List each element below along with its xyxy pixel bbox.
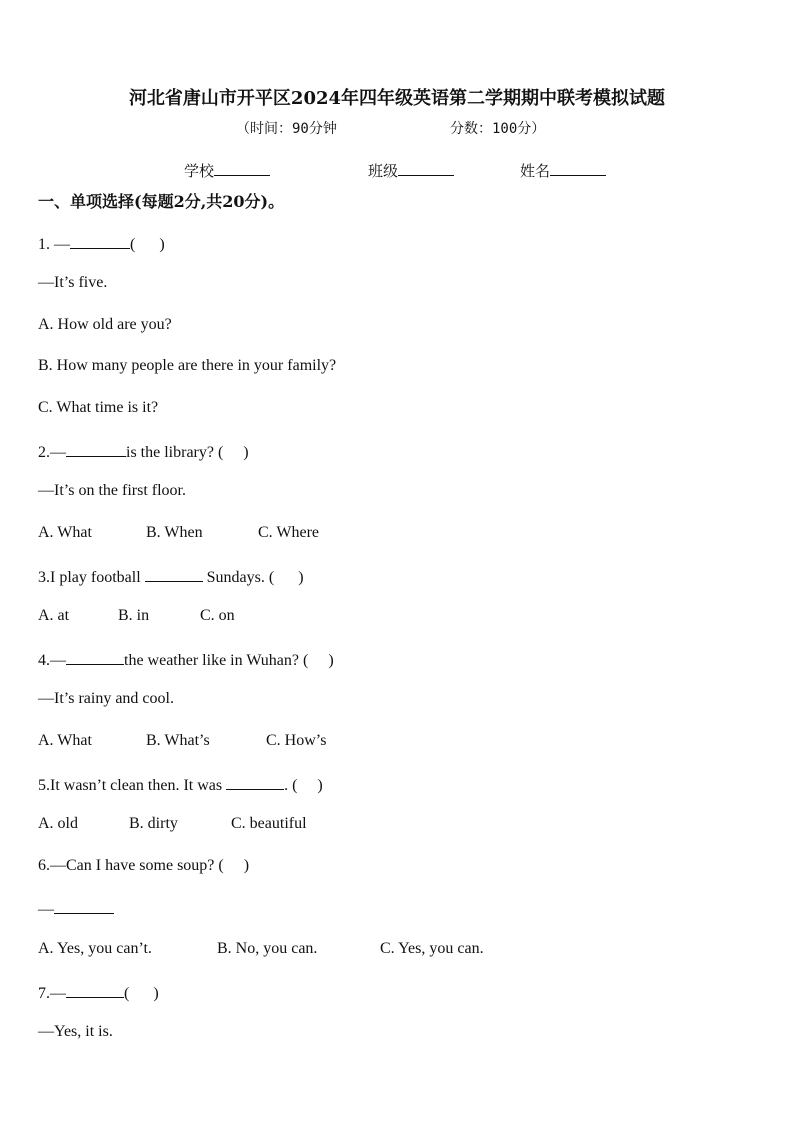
exam-time: （时间：90分钟 — [236, 121, 337, 137]
name-field[interactable] — [520, 160, 606, 181]
question-6-blank[interactable] — [54, 898, 114, 914]
question-5-blank[interactable] — [226, 774, 284, 790]
question-5-option-a: A. old — [38, 815, 78, 832]
question-7-bracket: ( ) — [124, 985, 159, 1002]
question-1-stem — [38, 233, 165, 254]
question-2-option-b: B. When — [146, 524, 203, 541]
question-4-options — [38, 732, 326, 750]
question-2-options — [38, 524, 319, 542]
question-5-option-b: B. dirty — [129, 815, 178, 832]
question-1-option-c: C. What time is it? — [38, 399, 159, 416]
question-7-text: 7.— — [38, 985, 66, 1002]
name-label: 姓名 — [520, 162, 551, 180]
question-6-options — [38, 940, 484, 958]
question-1-answer: —It’s five. — [38, 274, 108, 291]
question-7-stem — [38, 982, 159, 1003]
question-5-option-c: C. beautiful — [231, 815, 307, 832]
question-1-option-b: B. How many people are there in your family? — [38, 357, 337, 374]
question-3-stem — [38, 566, 304, 587]
question-2-answer: —It’s on the first floor. — [38, 482, 186, 499]
question-4-text: 4.— — [38, 652, 66, 669]
question-2-option-c: C. Where — [258, 524, 320, 541]
question-2-blank[interactable] — [66, 441, 126, 457]
question-4-answer: —It’s rainy and cool. — [38, 690, 174, 707]
question-2-stem — [38, 441, 249, 462]
question-7-answer: —Yes, it is. — [38, 1023, 113, 1040]
question-1-blank[interactable] — [70, 233, 130, 249]
school-label: 学校 — [184, 162, 215, 180]
question-1-option-a: A. How old are you? — [38, 316, 172, 333]
question-6-option-a: A. Yes, you can’t. — [38, 940, 152, 957]
question-4-option-a: A. What — [38, 732, 92, 749]
question-6-stem: 6.—Can I have some soup? ( ) — [38, 857, 250, 874]
question-3-options — [38, 607, 235, 625]
question-4-blank[interactable] — [66, 649, 124, 665]
question-3-option-b: B. in — [118, 607, 150, 624]
question-4-tail: the weather like in Wuhan? ( ) — [124, 652, 334, 669]
question-3-option-c: C. on — [200, 607, 235, 624]
page-title: 河北省唐山市开平区2024年四年级英语第二学期期中联考模拟试题 — [128, 88, 666, 109]
school-blank[interactable] — [214, 161, 270, 176]
school-field[interactable] — [184, 160, 270, 181]
question-3-blank[interactable] — [145, 566, 203, 582]
question-6-dash: — — [38, 901, 54, 918]
question-1-text: 1. — — [38, 236, 70, 253]
question-5-stem — [38, 774, 323, 795]
question-6-answer — [38, 898, 114, 919]
question-3-option-a: A. at — [38, 607, 70, 624]
question-3-tail: Sundays. ( ) — [202, 569, 304, 586]
question-5-tail: . ( ) — [284, 777, 323, 794]
question-2-tail: is the library? ( ) — [126, 444, 249, 461]
class-label: 班级 — [368, 162, 399, 180]
question-6-option-b: B. No, you can. — [217, 940, 318, 957]
question-4-stem — [38, 649, 334, 670]
question-5-text: 5.It wasn’t clean then. It was — [38, 777, 227, 794]
question-2-option-a: A. What — [38, 524, 92, 541]
question-4-option-c: C. How’s — [266, 732, 327, 749]
question-2-text: 2.— — [38, 444, 66, 461]
class-blank[interactable] — [398, 161, 454, 176]
section-title: 一、单项选择(每题2分,共20分)。 — [38, 192, 285, 211]
question-3-text: 3.I play football — [38, 569, 145, 586]
name-blank[interactable] — [550, 161, 606, 176]
class-field[interactable] — [368, 160, 454, 181]
question-4-option-b: B. What’s — [146, 732, 210, 749]
question-6-option-c: C. Yes, you can. — [380, 940, 484, 957]
exam-score: 分数：100分） — [450, 121, 546, 137]
question-1-bracket: ( ) — [130, 236, 165, 253]
question-7-blank[interactable] — [66, 982, 124, 998]
question-5-options — [38, 815, 307, 833]
